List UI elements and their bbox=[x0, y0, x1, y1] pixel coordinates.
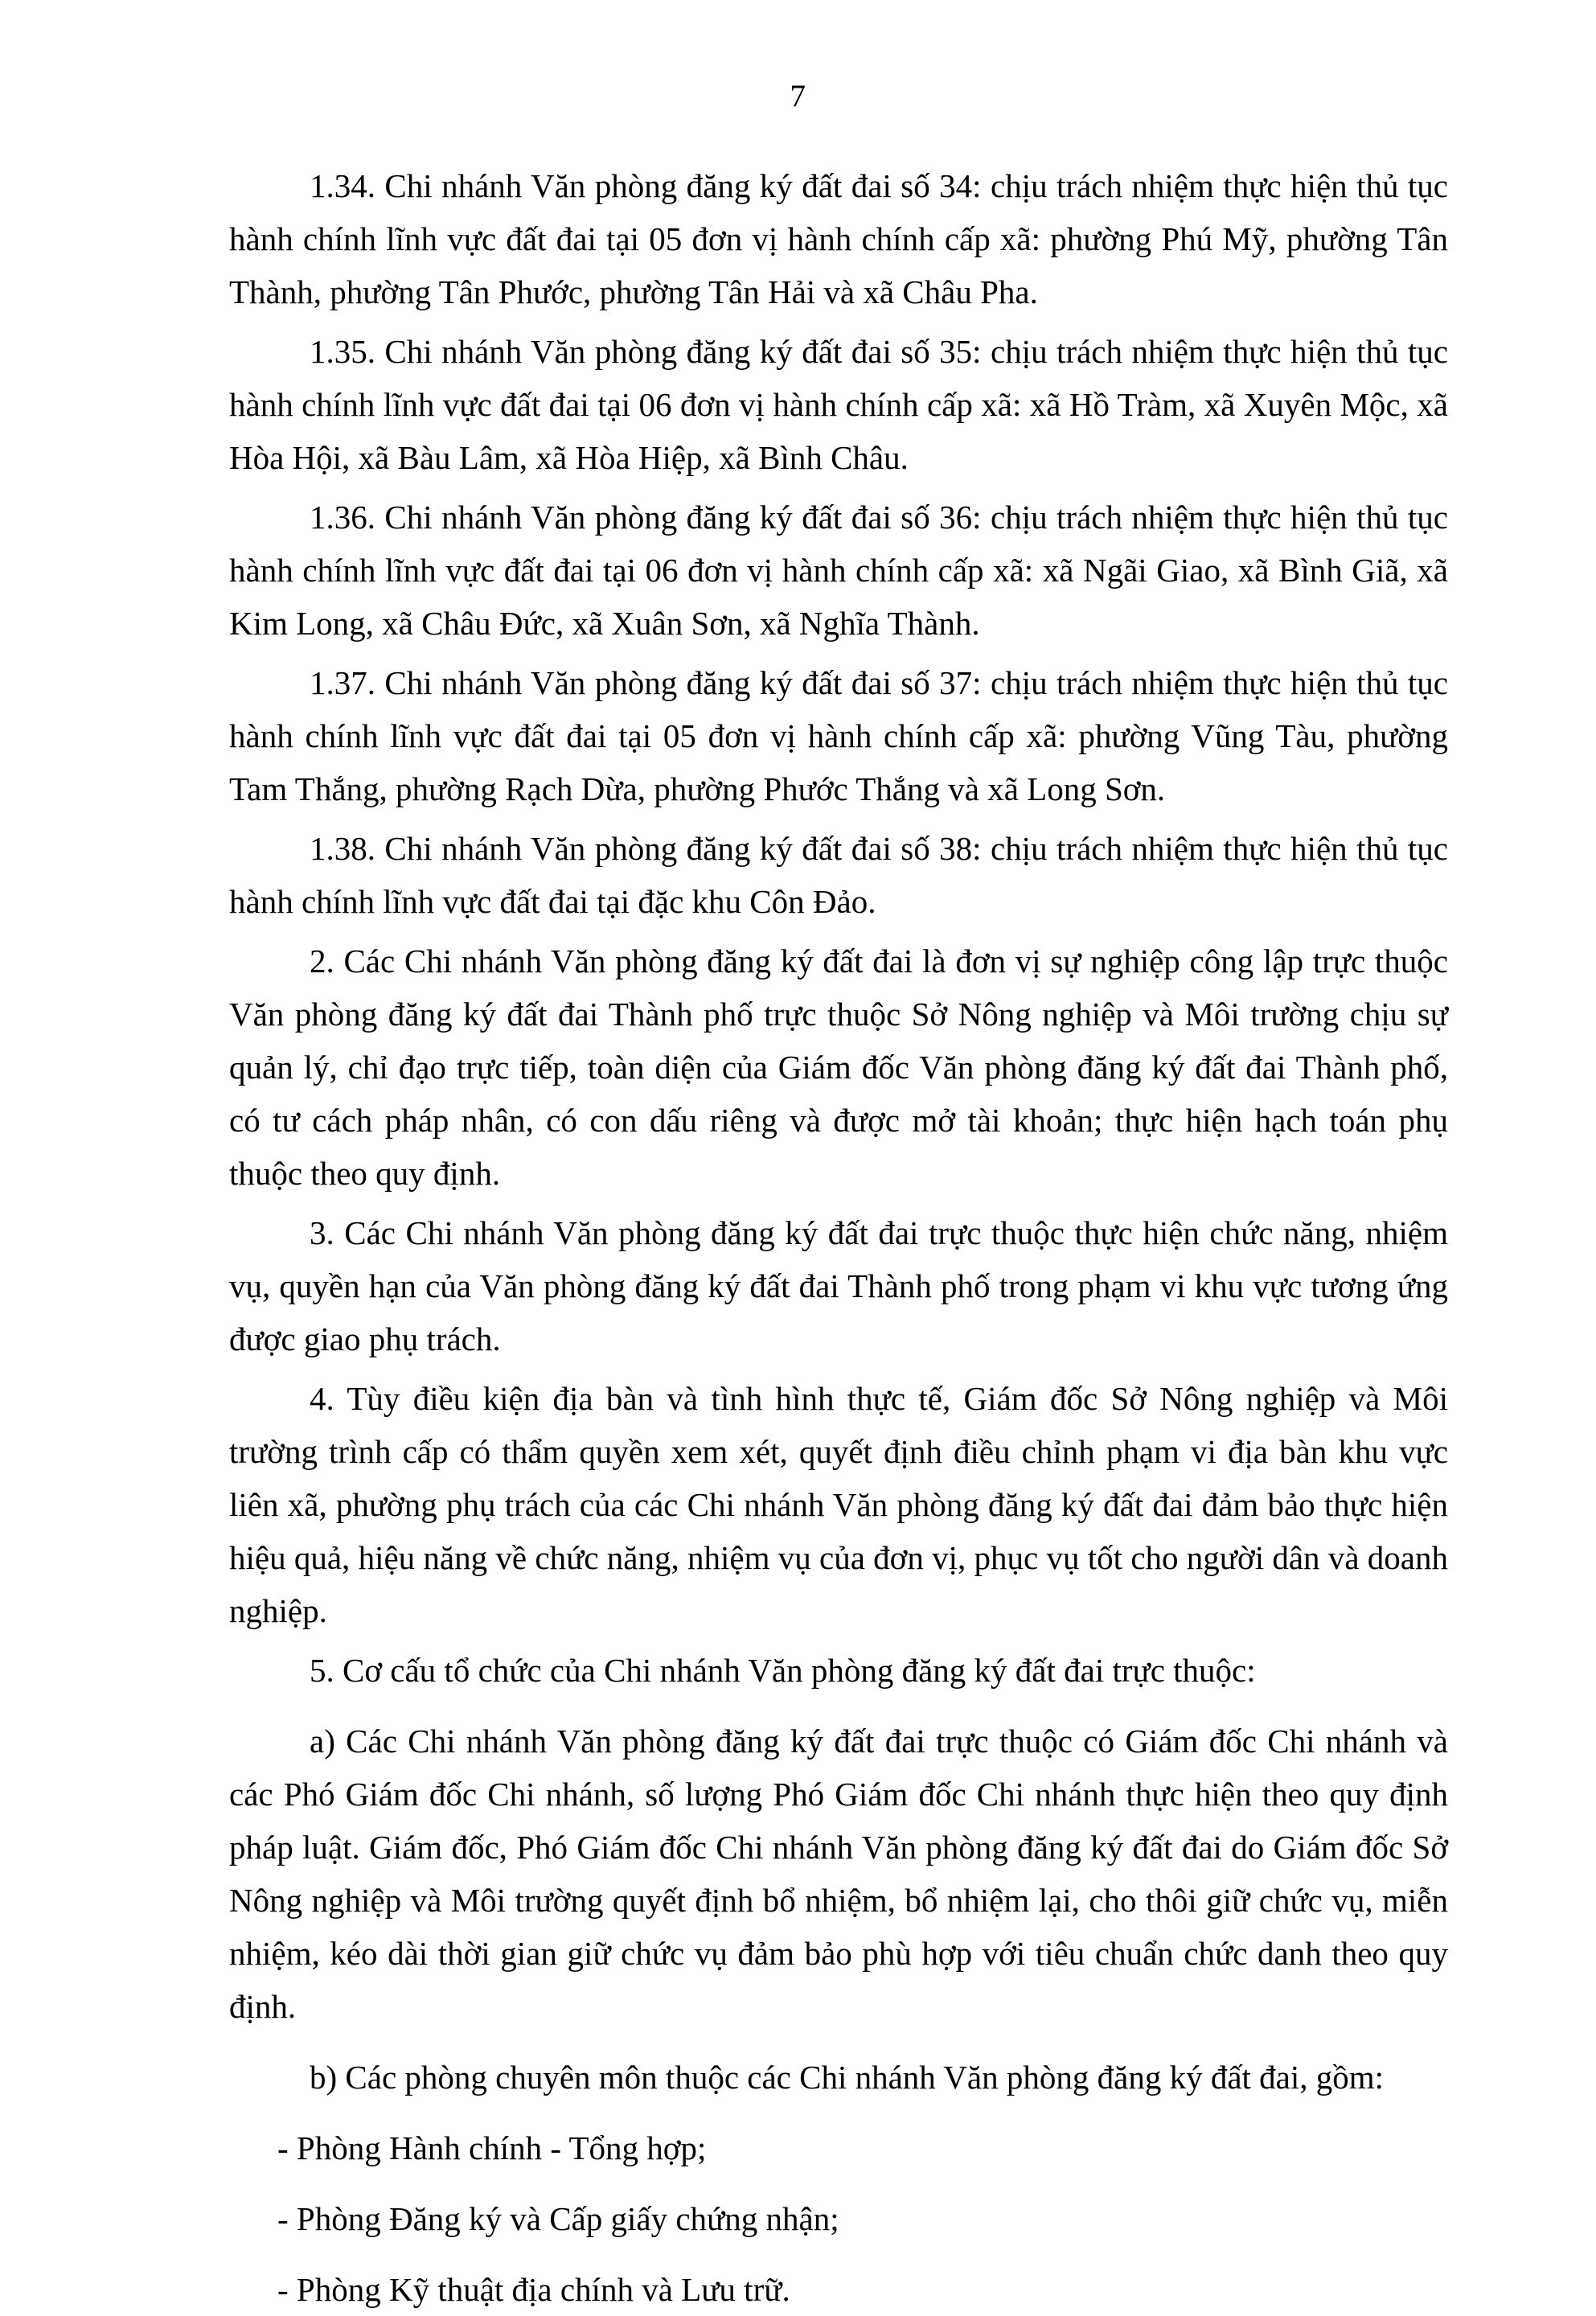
paragraph-1-37: 1.37. Chi nhánh Văn phòng đăng ký đất đai số 37: chịu trách nhiệm thực hiện thủ tục hành chính lĩnh vực đất đai tại 05 đơn vị hành chính cấp xã: phường Vũng Tàu, phường Tam Thắng, phường Rạch Dừa, phường Phước Thắng và xã Long Sơn. bbox=[229, 664, 1448, 807]
paragraph-3: 3. Các Chi nhánh Văn phòng đăng ký đất đai trực thuộc thực hiện chức năng, nhiệm vụ, quyền hạn của Văn phòng đăng ký đất đai Thành phố trong phạm vi khu vực tương ứng được giao phụ trách. bbox=[229, 1214, 1448, 1357]
paragraph-spacer bbox=[229, 318, 1448, 325]
paragraph-b: b) Các phòng chuyên môn thuộc các Chi nhánh Văn phòng đăng ký đất đai, gồm: bbox=[310, 2059, 1385, 2096]
paragraph-spacer bbox=[229, 484, 1448, 491]
page-number: 7 bbox=[790, 79, 806, 113]
paragraph-spacer bbox=[229, 1637, 1448, 1644]
paragraph-spacer bbox=[229, 928, 1448, 934]
list-spacer bbox=[229, 2245, 1448, 2263]
paragraph-1-36: 1.36. Chi nhánh Văn phòng đăng ký đất đai số 36: chịu trách nhiệm thực hiện thủ tục hành chính lĩnh vực đất đai tại 06 đơn vị hành chính cấp xã: xã Ngãi Giao, xã Bình Giã, xã Kim Long, xã Châu Đức, xã Xuân Sơn, xã Nghĩa Thành. bbox=[229, 499, 1448, 642]
paragraph-2: 2. Các Chi nhánh Văn phòng đăng ký đất đai là đơn vị sự nghiệp công lập trực thuộc Văn phòng đăng ký đất đai Thành phố trực thuộc Sở Nông nghiệp và Môi trường chịu sự quản lý, chỉ đạo trực tiếp, toàn diện của Giám đốc Văn phòng đăng ký đất đai Thành phố, có tư cách pháp nhân, có con dấu riêng và được mở tài khoản; thực hiện hạch toán phụ thuộc theo quy định. bbox=[229, 942, 1448, 1192]
document-body bbox=[229, 159, 1448, 2316]
paragraph-1-35: 1.35. Chi nhánh Văn phòng đăng ký đất đai số 35: chịu trách nhiệm thực hiện thủ tục hành chính lĩnh vực đất đai tại 06 đơn vị hành chính cấp xã: xã Hồ Tràm, xã Xuyên Mộc, xã Hòa Hội, xã Bàu Lâm, xã Hòa Hiệp, xã Bình Châu. bbox=[229, 333, 1448, 476]
paragraph-spacer bbox=[229, 1365, 1448, 1372]
list-spacer bbox=[229, 2104, 1448, 2121]
list-item: - Phòng Hành chính - Tổng hợp; bbox=[277, 2129, 707, 2166]
paragraph-spacer bbox=[229, 2033, 1448, 2051]
paragraph-a: a) Các Chi nhánh Văn phòng đăng ký đất đai trực thuộc có Giám đốc Chi nhánh và các Phó Giám đốc Chi nhánh, số lượng Phó Giám đốc Chi nhánh thực hiện theo quy định pháp luật. Giám đốc, Phó Giám đốc Chi nhánh Văn phòng đăng ký đất đai do Giám đốc Sở Nông nghiệp và Môi trường quyết định bổ nhiệm, bổ nhiệm lại, cho thôi giữ chức vụ, miễn nhiệm, kéo dài thời gian giữ chức vụ đảm bảo phù hợp với tiêu chuẩn chức danh theo quy định. bbox=[229, 1723, 1448, 2025]
paragraph-spacer bbox=[229, 815, 1448, 822]
paragraph-4: 4. Tùy điều kiện địa bàn và tình hình thực tế, Giám đốc Sở Nông nghiệp và Môi trường trình cấp có thẩm quyền xem xét, quyết định điều chỉnh phạm vi địa bàn khu vực liên xã, phường phụ trách của các Chi nhánh Văn phòng đăng ký đất đai đảm bảo thực hiện hiệu quả, hiệu năng về chức năng, nhiệm vụ của đơn vị, phục vụ tốt cho người dân và doanh nghiệp. bbox=[229, 1380, 1448, 1629]
paragraph-5: 5. Cơ cấu tổ chức của Chi nhánh Văn phòng đăng ký đất đai trực thuộc: bbox=[310, 1652, 1256, 1689]
list-item: - Phòng Kỹ thuật địa chính và Lưu trữ. bbox=[277, 2271, 790, 2308]
paragraph-1-34: 1.34. Chi nhánh Văn phòng đăng ký đất đai số 34: chịu trách nhiệm thực hiện thủ tục hành chính lĩnh vực đất đai tại 05 đơn vị hành chính cấp xã: phường Phú Mỹ, phường Tân Thành, phường Tân Phước, phường Tân Hải và xã Châu Pha. bbox=[229, 167, 1448, 310]
paragraph-1-38: 1.38. Chi nhánh Văn phòng đăng ký đất đai số 38: chịu trách nhiệm thực hiện thủ tục hành chính lĩnh vực đất đai tại đặc khu Côn Đảo. bbox=[229, 830, 1448, 920]
paragraph-spacer bbox=[229, 1697, 1448, 1714]
paragraph-spacer bbox=[229, 1200, 1448, 1206]
list-item: - Phòng Đăng ký và Cấp giấy chứng nhận; bbox=[277, 2200, 839, 2237]
paragraph-spacer bbox=[229, 650, 1448, 656]
list-spacer bbox=[229, 2174, 1448, 2192]
